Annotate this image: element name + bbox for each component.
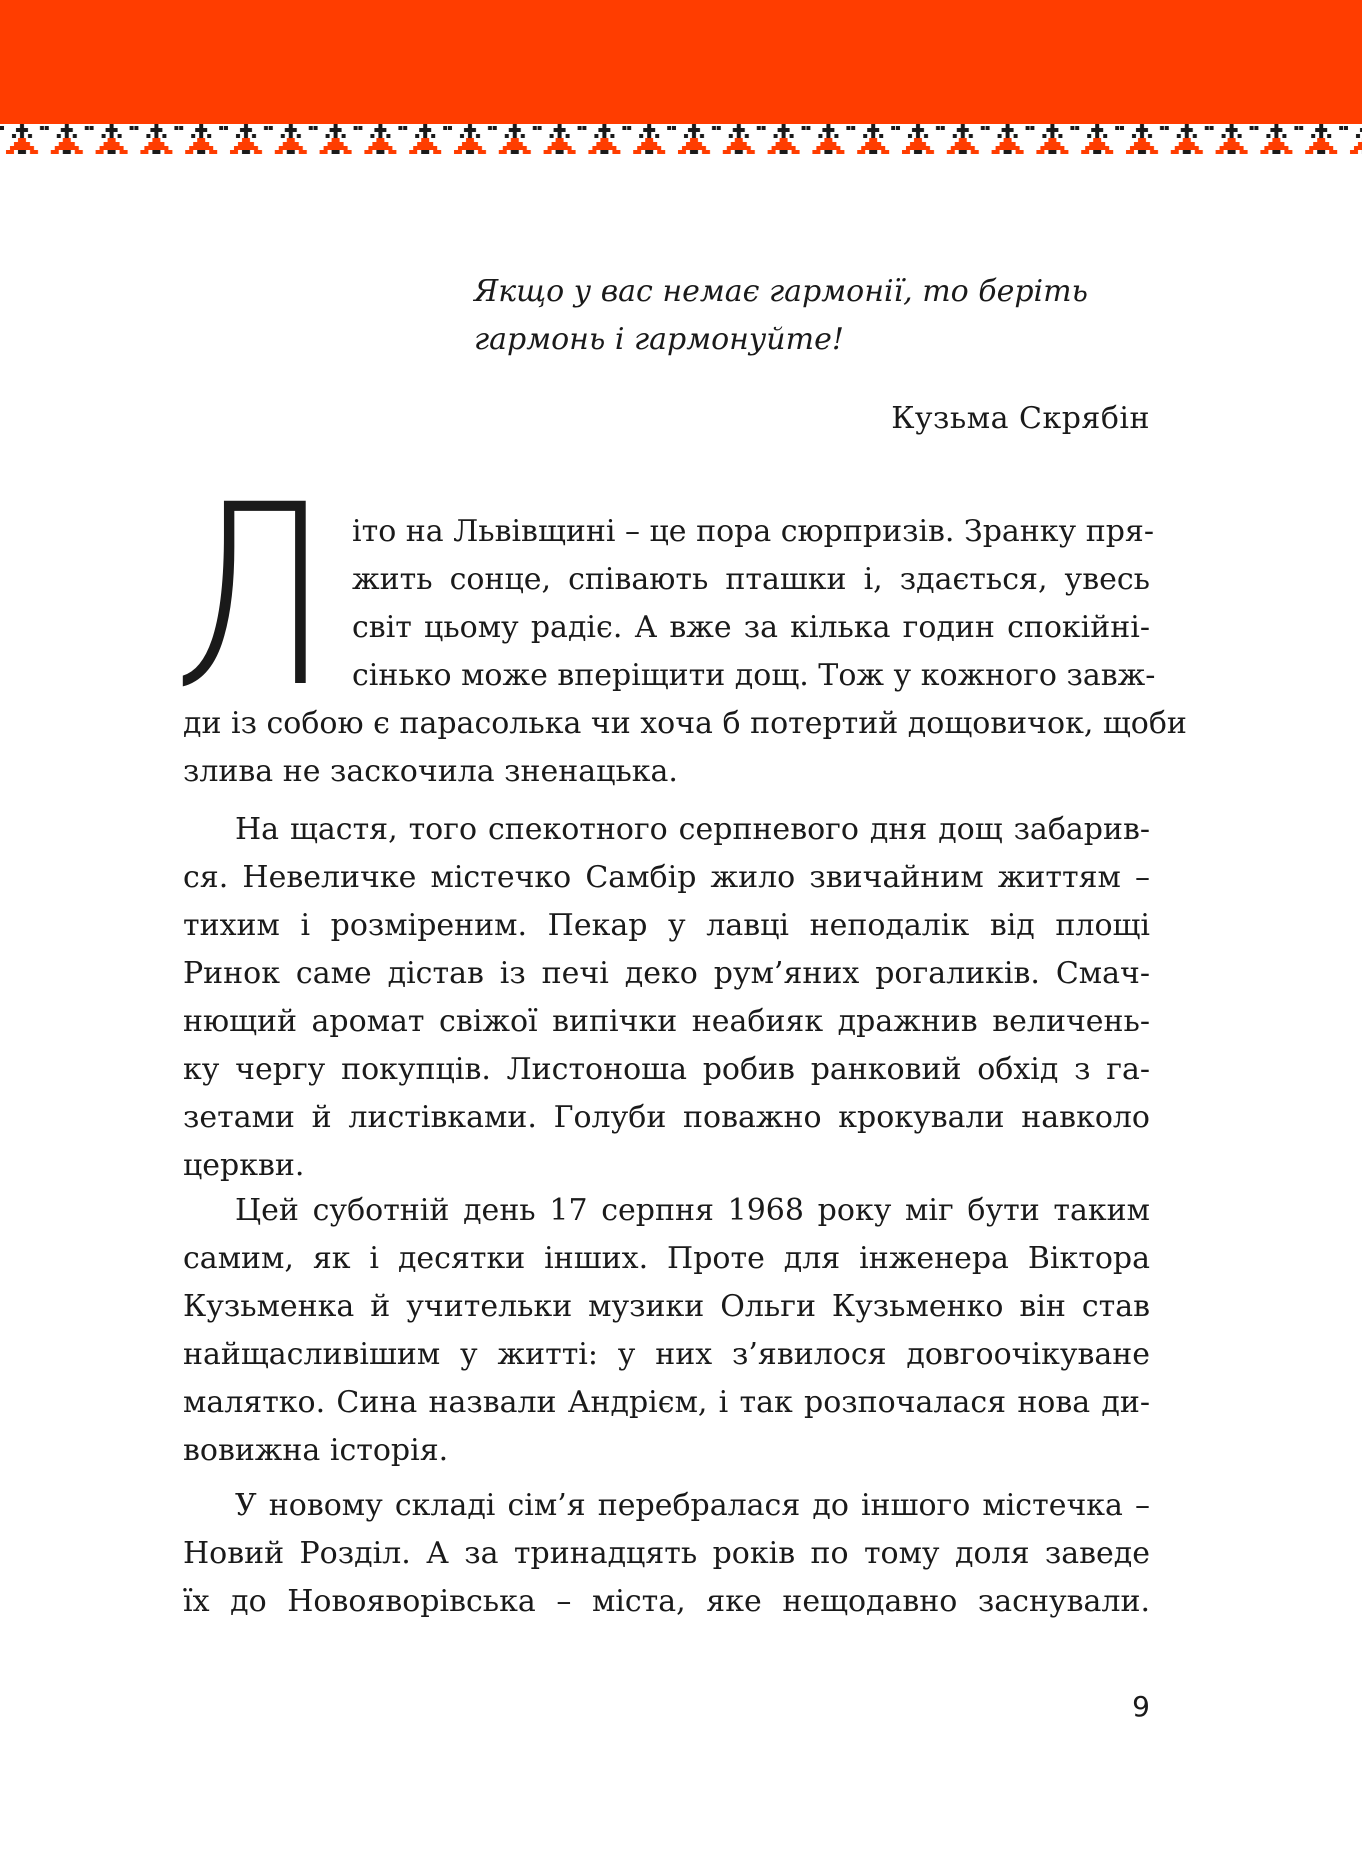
paragraph-line: ди із собою є парасолька чи хоча б потертий дощовичок, щоби bbox=[183, 706, 1187, 741]
paragraph-line: ку чергу покупців. Листоноша робив ранковий обхід з га- bbox=[183, 1052, 1150, 1087]
paragraph-line: іто на Львівщині – це пора сюрпризів. Зранку пря- bbox=[352, 514, 1154, 549]
embroidery-ornament-icon bbox=[0, 124, 1362, 164]
paragraph-line: Новий Розділ. А за тринадцять років по тому доля заведе bbox=[183, 1536, 1150, 1571]
paragraph-line: жить сонце, співають пташки і, здається, увесь bbox=[352, 562, 1150, 597]
paragraph-line: їх до Новояворівська – міста, яке нещодавно заснували. bbox=[183, 1584, 1150, 1619]
epigraph-author: Кузьма Скрябін bbox=[891, 401, 1150, 436]
paragraph-line: малятко. Сина назвали Андрієм, і так розпочалася нова ди- bbox=[183, 1385, 1150, 1420]
paragraph-4 bbox=[183, 1482, 1150, 1626]
paragraph-line: нющий аромат свіжої випічки неабияк дражнив величень- bbox=[183, 1004, 1150, 1039]
epigraph-line: гармонь і гармонуйте! bbox=[474, 322, 844, 357]
drop-cap-letter bbox=[172, 451, 334, 742]
paragraph-line: самим, як і десятки інших. Проте для інженера Віктора bbox=[183, 1241, 1150, 1276]
paragraph-line: тихим і розміреним. Пекар у лавці неподалік від площі bbox=[183, 908, 1150, 943]
paragraph-line: вовижна історія. bbox=[183, 1433, 449, 1468]
paragraph-line: На щастя, того спекотного серпневого дня дощ забарив- bbox=[235, 812, 1150, 847]
paragraph-1-wrapped bbox=[352, 508, 1156, 700]
paragraph-3 bbox=[183, 1187, 1150, 1475]
top-color-band bbox=[0, 0, 1362, 124]
epigraph-quote bbox=[474, 268, 1154, 364]
paragraph-line: найщасливішим у житті: у них з’явилося довгоочікуване bbox=[183, 1337, 1150, 1372]
paragraph-line: сінько може вперіщити дощ. Тож у кожного завж- bbox=[352, 658, 1156, 693]
paragraph-2 bbox=[183, 806, 1150, 1190]
drop-cap-glyph: Л bbox=[172, 451, 332, 742]
paragraph-line: У новому складі сім’я перебралася до іншого містечка – bbox=[235, 1488, 1150, 1523]
paragraph-line: ся. Невеличке містечко Самбір жило звичайним життям – bbox=[183, 860, 1150, 895]
paragraph-line: зетами й листівками. Голуби поважно крокували навколо bbox=[183, 1100, 1150, 1135]
paragraph-line: Ринок саме дістав із печі деко рум’яних рогаликів. Смач- bbox=[183, 956, 1150, 991]
page-number: 9 bbox=[1132, 1690, 1150, 1723]
paragraph-line: церкви. bbox=[183, 1148, 305, 1183]
paragraph-line: світ цьому радіє. А вже за кілька годин спокійні- bbox=[352, 610, 1150, 645]
paragraph-line: Кузьменка й учительки музики Ольги Кузьменко він став bbox=[183, 1289, 1150, 1324]
paragraph-line: злива не заскочила зненацька. bbox=[183, 754, 678, 789]
epigraph-line: Якщо у вас немає гармонії, то беріть bbox=[474, 274, 1088, 309]
paragraph-1-continued bbox=[183, 700, 1187, 796]
paragraph-line: Цей суботній день 17 серпня 1968 року міг бути таким bbox=[235, 1193, 1150, 1228]
